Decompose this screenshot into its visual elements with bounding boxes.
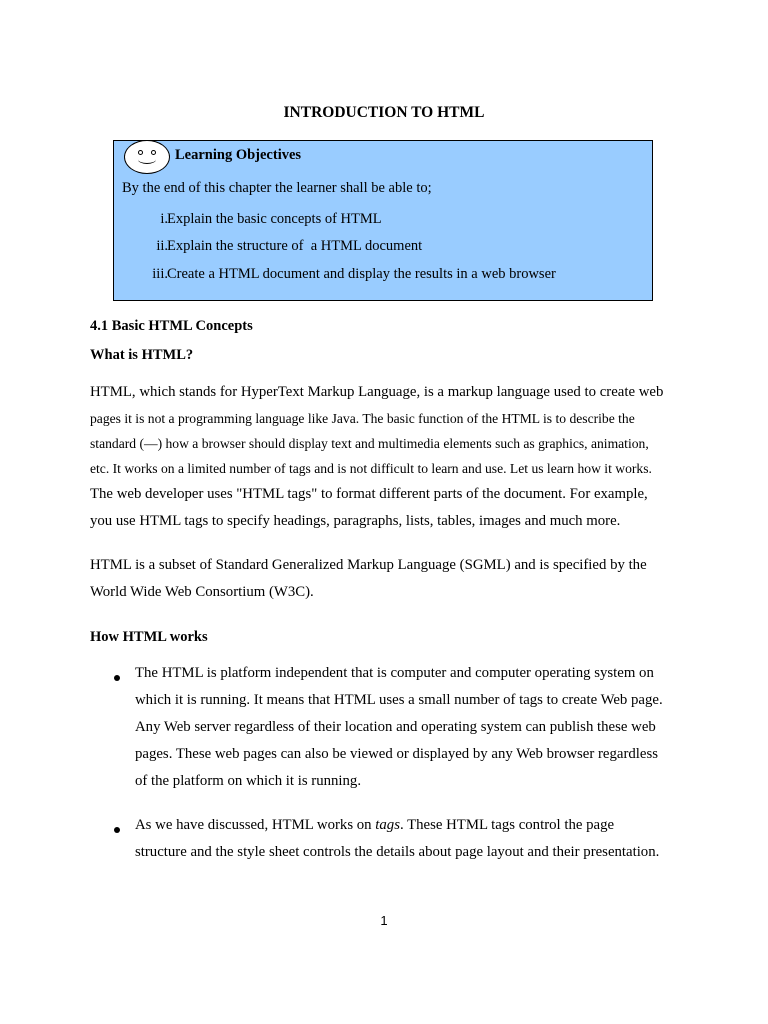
paragraph-line: The web developer uses "HTML tags" to format different parts of the document. For example,	[90, 486, 648, 502]
objective-text: Create a HTML document and display the results in a web browser	[167, 266, 556, 282]
how-html-works-heading: How HTML works	[90, 629, 208, 645]
smiley-face-icon	[124, 140, 170, 174]
bullet-icon	[114, 827, 120, 833]
objective-number: i.	[160, 211, 168, 227]
bullet-line: of the platform on which it is running.	[135, 773, 362, 789]
what-is-html-heading: What is HTML?	[90, 347, 194, 363]
paragraph-line: standard (—) how a browser should display text and multimedia elements such as graphics, animation,	[90, 436, 649, 451]
paragraph-line: pages it is not a programming language like Java. The basic function of the HTML is to describe the	[90, 411, 635, 426]
bullet-line: The HTML is platform independent that is computer and computer operating system on	[135, 665, 654, 681]
objective-text: Explain the basic concepts of HTML	[167, 211, 382, 227]
paragraph-line: World Wide Web Consortium (W3C).	[90, 584, 314, 600]
bullet-line: pages. These web pages can also be viewed or displayed by any Web browser regardless	[135, 746, 658, 762]
bullet-icon	[114, 675, 120, 681]
bullet-line: Any Web server regardless of their location and operating system can publish these web	[135, 719, 656, 735]
objective-number: ii.	[156, 238, 168, 254]
paragraph-line: you use HTML tags to specify headings, paragraphs, lists, tables, images and much more.	[90, 513, 621, 529]
learning-objectives-box	[113, 140, 653, 301]
objectives-intro: By the end of this chapter the learner shall be able to;	[122, 180, 432, 196]
bullet-line: which it is running. It means that HTML uses a small number of tags to create Web page.	[135, 692, 663, 708]
page-number: 1	[380, 913, 388, 928]
paragraph-line: HTML is a subset of Standard Generalized Markup Language (SGML) and is specified by the	[90, 557, 647, 573]
page-title: INTRODUCTION TO HTML	[283, 104, 485, 121]
objective-text: Explain the structure of a HTML document	[167, 238, 423, 254]
paragraph-line: HTML, which stands for HyperText Markup Language, is a markup language used to create web	[90, 384, 664, 400]
bullet-line: structure and the style sheet controls the details about page layout and their presentation.	[135, 844, 660, 860]
paragraph-line: etc. It works on a limited number of tags and is not difficult to learn and use. Let us learn how it works.	[90, 461, 652, 476]
bullet-line: As we have discussed, HTML works on tags. These HTML tags control the page	[135, 817, 615, 833]
objectives-heading: Learning Objectives	[175, 147, 302, 163]
objective-number: iii.	[152, 266, 168, 282]
italic-term: tags	[375, 817, 400, 833]
section-heading: 4.1 Basic HTML Concepts	[90, 318, 253, 334]
